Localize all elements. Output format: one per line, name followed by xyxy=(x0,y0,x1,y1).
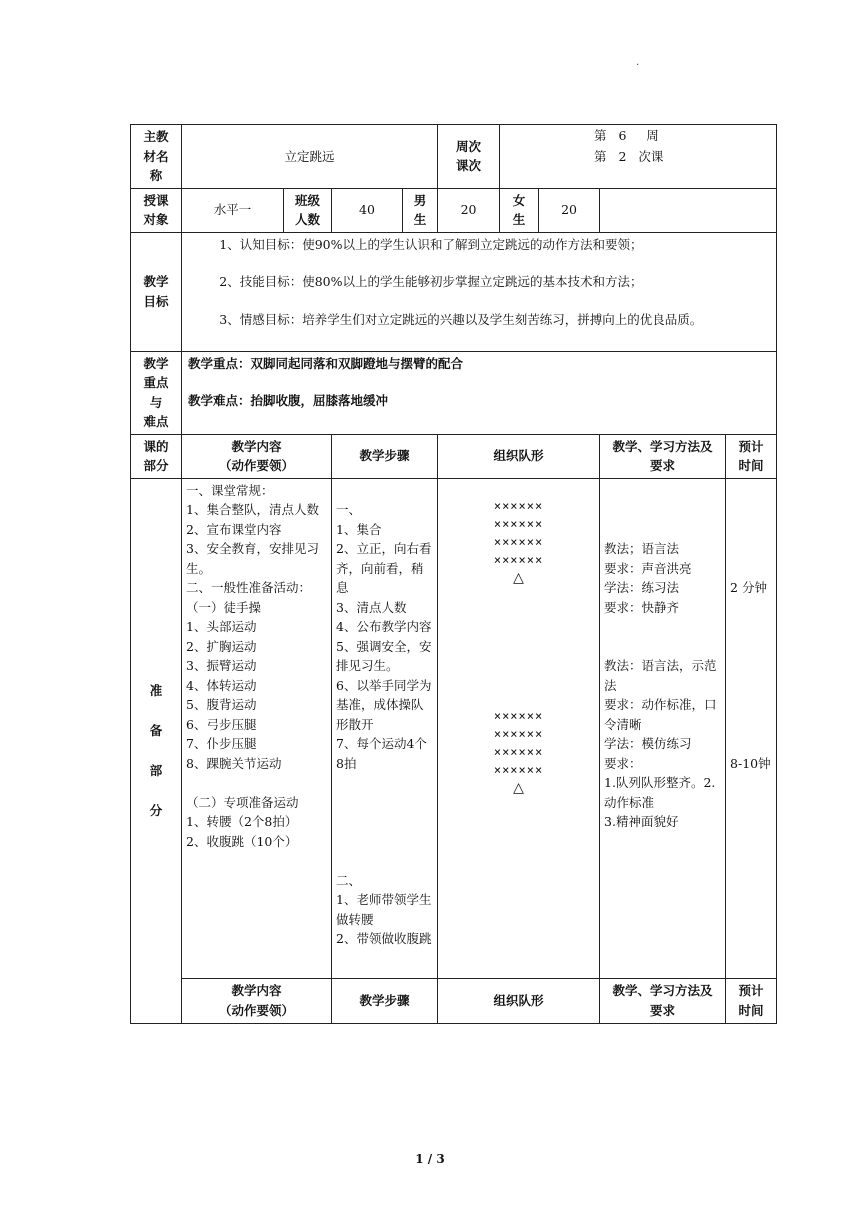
col-steps: 教学步骤 xyxy=(332,434,438,478)
formation-row: ×××××× xyxy=(493,762,544,777)
prep-methods: 教法；语言法 要求：声音洪亮 学法：练习法 要求：快静齐 教法：语言法，示范法 要求：动作标准，口令清晰 学法：模仿练习 要求： 1.队列队形整齐。2.动作标准 3.精神面貌好 xyxy=(600,478,726,978)
prep-content: 一、课堂常规： 1、集合整队，清点人数 2、宣布课堂内容 3、安全教育，安排见习生。 二、一般性准备活动： （一）徒手操 1、头部运动 2、扩胸运动 3、振臂运动 4、体转运动 5、腹背运动 6、弓步压腿 7、仆步压腿 8、踝腕关节运动 （二）专项准备运动 1、转腰（2个8拍） 2、收腹跳（10个） xyxy=(182,478,332,978)
prep-time: 2 分钟 8-10钟 xyxy=(726,478,777,978)
part-char: 部 xyxy=(149,762,163,778)
key-points-cell xyxy=(182,351,777,434)
empty-cell xyxy=(600,188,777,232)
female-label: 女 生 xyxy=(500,188,539,232)
week-label: 周次 课次 xyxy=(438,125,500,189)
prep-steps: 一、 1、集合 2、立正，向右看齐，向前看，稍息 3、清点人数 4、公布教学内容 5、强调安全，安排见习生。 6、以举手同学为基准，成体操队形散开 7、每个运动4个8拍 二、 1、老师带领学生做转腰 2、带领做收腹跳 xyxy=(332,478,438,978)
col-methods: 教学、学习方法及 要求 xyxy=(600,434,726,478)
goal-item: 2、技能目标：使80%以上的学生能够初步掌握立定跳远的基本技术和方法； xyxy=(219,274,643,289)
formation-row: ×××××× xyxy=(493,498,544,513)
col-methods-repeat: 教学、学习方法及 要求 xyxy=(600,978,726,1023)
male-label: 男 生 xyxy=(403,188,438,232)
difficulty-text: 教学难点：抬脚收腹，屈膝落地缓冲 xyxy=(188,393,389,408)
formation-group xyxy=(438,707,599,797)
formation-row: ×××××× xyxy=(493,744,544,759)
col-steps-repeat: 教学步骤 xyxy=(332,978,438,1023)
goals-cell xyxy=(182,232,777,351)
col-time: 预计 时间 xyxy=(726,434,777,478)
lesson-plan-table xyxy=(130,124,777,1024)
week-line: 第 6 周 xyxy=(594,128,659,143)
teacher-triangle-icon: △ xyxy=(513,569,524,586)
page-mark: · xyxy=(636,60,640,71)
lesson-line: 第 2 次课 xyxy=(594,149,664,164)
prep-part-label xyxy=(131,478,182,1023)
part-char: 准 xyxy=(149,682,163,698)
goal-item: 1、认知目标：使90%以上的学生认识和了解到立定跳远的动作方法和要领； xyxy=(219,236,643,252)
material-label: 主教 材名 称 xyxy=(131,125,182,189)
goal-item: 3、情感目标：培养学生们对立定跳远的兴趣以及学生刻苦练习，拼搏向上的优良品质。 xyxy=(219,311,703,327)
col-content: 教学内容 （动作要领） xyxy=(182,434,332,478)
formation-row: ×××××× xyxy=(493,726,544,741)
col-time-repeat: 预计 时间 xyxy=(726,978,777,1023)
formation-row: ×××××× xyxy=(493,708,544,723)
col-formation: 组织队形 xyxy=(438,434,600,478)
class-size-label: 班级 人数 xyxy=(284,188,332,232)
female-value: 20 xyxy=(539,188,600,232)
page-number: 1 / 3 xyxy=(415,1152,445,1166)
part-char: 分 xyxy=(149,802,163,818)
formation-row: ×××××× xyxy=(493,516,544,531)
key-point-text: 教学重点：双脚同起同落和双脚蹬地与摆臂的配合 xyxy=(188,355,464,371)
material-value: 立定跳远 xyxy=(182,125,438,189)
part-char: 备 xyxy=(149,722,163,738)
formation-row: ×××××× xyxy=(493,552,544,567)
week-lesson-cell xyxy=(500,125,777,189)
target-value: 水平一 xyxy=(182,188,284,232)
formation-row: ×××××× xyxy=(493,534,544,549)
class-size-value: 40 xyxy=(332,188,403,232)
teacher-triangle-icon: △ xyxy=(513,779,524,796)
target-label: 授课 对象 xyxy=(131,188,182,232)
col-content-repeat: 教学内容 （动作要领） xyxy=(182,978,332,1023)
prep-formation xyxy=(438,478,600,978)
formation-group xyxy=(438,497,599,587)
key-points-label: 教学 重点 与 难点 xyxy=(131,351,182,434)
goals-label: 教学 目标 xyxy=(131,232,182,351)
male-value: 20 xyxy=(438,188,500,232)
col-formation-repeat: 组织队形 xyxy=(438,978,600,1023)
col-part: 课的 部分 xyxy=(131,434,182,478)
